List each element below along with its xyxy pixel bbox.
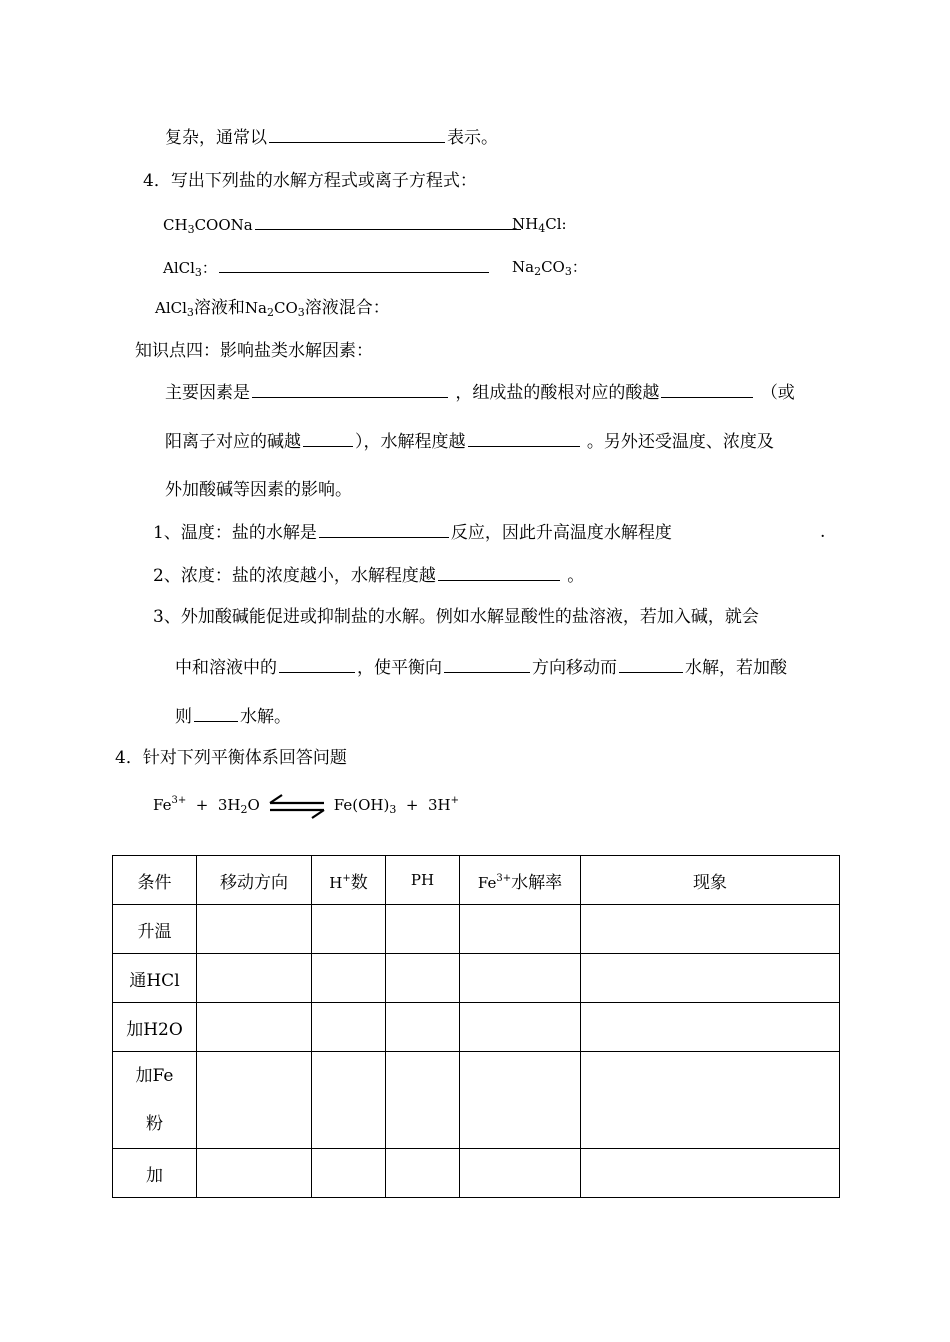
header-condition: 条件 [113, 856, 197, 905]
acid-base-line-3 [175, 705, 291, 728]
blank-main-factor[interactable] [252, 381, 448, 398]
table-row [113, 954, 840, 1003]
eq-right: $Fe(OH)_3 + 3H^+$ [333, 795, 459, 816]
t3b-pre: 中和溶液中的 [175, 658, 277, 678]
row-label: 升温 [113, 905, 197, 954]
answer-cell[interactable] [197, 905, 312, 954]
blank-ch3coona[interactable] [255, 213, 521, 230]
table-header-row [113, 856, 840, 905]
answer-cell[interactable] [581, 905, 840, 954]
row-label: 加 [113, 1149, 197, 1198]
answer-cell[interactable] [460, 1149, 581, 1198]
blank-direction[interactable] [444, 656, 530, 673]
answer-cell[interactable] [312, 954, 386, 1003]
other-factors-line: 外加酸碱等因素的影响。 [165, 480, 352, 500]
equilibrium-equation [153, 790, 459, 821]
header-hydrolysis-rate: $Fe^{3+}$水解率 [460, 856, 581, 905]
l2-pre: 阳离子对应的碱越 [165, 432, 301, 452]
l1-post: 表示。 [447, 128, 498, 148]
blank-1[interactable] [269, 126, 445, 143]
blank-reaction-type[interactable] [319, 521, 449, 538]
t3b-mid1: ，使平衡向 [357, 658, 442, 678]
alcl3-label: AlCl$_3$： [163, 259, 217, 279]
mix-line: AlCl$_3$溶液和$Na_2CO_3$溶液混合： [155, 298, 390, 319]
l1-pre: 复杂，通常以 [165, 128, 267, 148]
answer-cell[interactable] [197, 1003, 312, 1052]
t1-mid: 反应，因此升高温度水解程度 [450, 523, 672, 543]
question-4b-title: 4．针对下列平衡体系回答问题 [115, 748, 347, 768]
answer-cell[interactable] [581, 1052, 840, 1149]
t3b-mid2: 方向移动而 [532, 658, 617, 678]
t3c-post: 水解。 [240, 707, 291, 727]
table-row [113, 1052, 840, 1149]
answer-cell[interactable] [197, 1149, 312, 1198]
temperature-end: . [820, 522, 826, 542]
t3b-post: 水解，若加酸 [685, 658, 787, 678]
t1-pre: 1、温度：盐的水解是 [153, 523, 317, 543]
alcl3-line [163, 256, 491, 284]
text-line-1 [165, 126, 498, 149]
answer-cell[interactable] [312, 905, 386, 954]
temperature-line [153, 521, 672, 544]
equilibrium-arrow-icon [266, 793, 328, 819]
blank-promote[interactable] [619, 656, 683, 673]
table-row [113, 1149, 840, 1198]
answer-cell[interactable] [197, 1052, 312, 1149]
answer-cell[interactable] [312, 1052, 386, 1149]
knowledge-point-4-title: 知识点四：影响盐类水解因素： [135, 341, 373, 361]
t3c-pre: 则 [175, 707, 192, 727]
t2-pre: 2、浓度：盐的浓度越小，水解程度越 [153, 566, 436, 586]
acid-base-line-2 [175, 656, 787, 679]
ch3coona-line [163, 213, 523, 241]
blank-alcl3[interactable] [219, 256, 489, 273]
eq-left: $Fe^{3+} + 3H_2O$ [153, 795, 260, 816]
row-label: 通HCl [113, 954, 197, 1003]
table-row [113, 1003, 840, 1052]
equilibrium-table [112, 855, 840, 1198]
answer-cell[interactable] [581, 954, 840, 1003]
cation-line [165, 430, 774, 453]
main-pre: 主要因素是 [165, 383, 250, 403]
blank-base[interactable] [303, 430, 353, 447]
main-factor-line [165, 381, 795, 404]
answer-cell[interactable] [386, 1052, 460, 1149]
row-label: 加Fe 粉 [113, 1052, 197, 1149]
answer-cell[interactable] [197, 954, 312, 1003]
answer-cell[interactable] [386, 1003, 460, 1052]
answer-cell[interactable] [581, 1003, 840, 1052]
concentration-line [153, 564, 584, 587]
na2co3-label: $Na_2CO_3$： [512, 258, 587, 278]
t2-end: 。 [567, 566, 585, 586]
header-phenomenon: 现象 [581, 856, 840, 905]
question-4-title: 4．写出下列盐的水解方程式或离子方程式： [143, 171, 477, 191]
blank-neutralize[interactable] [279, 656, 355, 673]
answer-cell[interactable] [460, 954, 581, 1003]
header-direction: 移动方向 [197, 856, 312, 905]
main-mid: ，组成盐的酸根对应的酸越 [455, 383, 660, 403]
answer-cell[interactable] [386, 1149, 460, 1198]
header-h-count: H+数 [312, 856, 386, 905]
blank-degree[interactable] [468, 430, 580, 447]
blank-acid[interactable] [661, 381, 753, 398]
l2-post: 。另外还受温度、浓度及 [586, 432, 774, 452]
acid-base-line: 3、外加酸碱能促进或抑制盐的水解。例如水解显酸性的盐溶液，若加入碱，就会 [153, 607, 759, 627]
nh4cl-label: $NH_4Cl$: [512, 215, 567, 235]
answer-cell[interactable] [386, 905, 460, 954]
answer-cell[interactable] [581, 1149, 840, 1198]
table-row [113, 905, 840, 954]
main-post: （或 [760, 383, 795, 403]
header-ph: PH [386, 856, 460, 905]
answer-cell[interactable] [312, 1003, 386, 1052]
answer-cell[interactable] [386, 954, 460, 1003]
blank-inhibit[interactable] [194, 705, 238, 722]
answer-cell[interactable] [460, 1052, 581, 1149]
blank-concentration[interactable] [438, 564, 560, 581]
row-label: 加H2O [113, 1003, 197, 1052]
answer-cell[interactable] [312, 1149, 386, 1198]
answer-cell[interactable] [460, 1003, 581, 1052]
l2-mid: ），水解程度越 [355, 432, 466, 452]
ch3coona-label: $CH_3COONa$ [163, 216, 253, 236]
answer-cell[interactable] [460, 905, 581, 954]
